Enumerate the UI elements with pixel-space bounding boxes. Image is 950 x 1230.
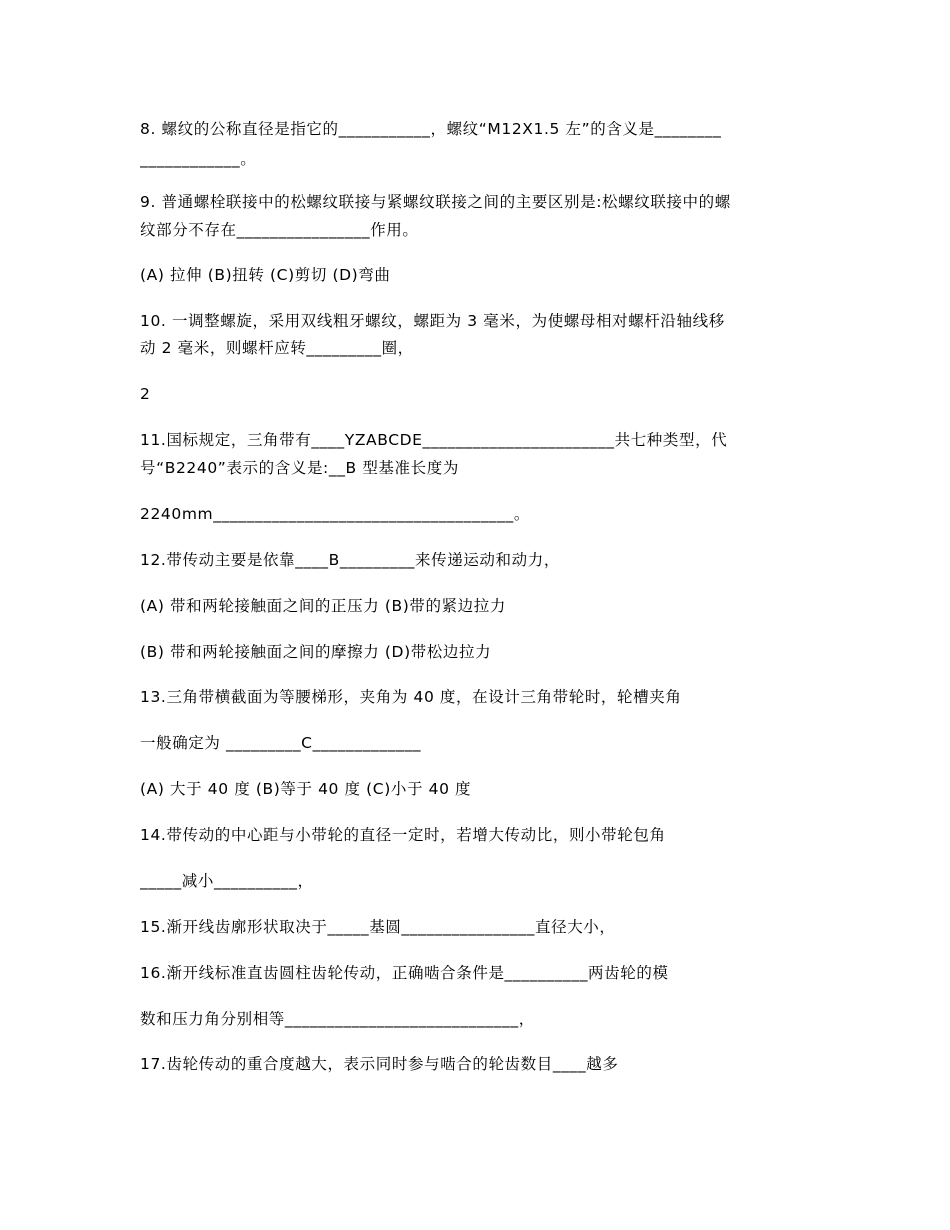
question-9-options: (A) 拉伸 (B)扭转 (C)剪切 (D)弯曲 bbox=[140, 266, 391, 284]
question-9-line-2: 纹部分不存在________________作用。 bbox=[140, 221, 419, 239]
question-11-line-2: 号“B2240”表示的含义是:__B 型基准长度为 bbox=[140, 459, 459, 477]
question-12-options-2: (B) 带和两轮接触面之间的摩擦力 (D)带松边拉力 bbox=[140, 643, 492, 661]
question-8-line-1: 8. 螺纹的公称直径是指它的___________，螺纹“M12X1.5 左”的含义是________ bbox=[140, 120, 722, 138]
question-13-line-2: 一般确定为 _________C_____________ bbox=[140, 734, 422, 752]
question-16-line-2: 数和压力角分别相等____________________________， bbox=[140, 1010, 535, 1028]
question-9-line-1: 9. 普通螺栓联接中的松螺纹联接与紧螺纹联接之间的主要区别是:松螺纹联接中的螺 bbox=[140, 193, 731, 211]
question-10-line-1: 10. 一调整螺旋，采用双线粗牙螺纹，螺距为 3 毫米，为使螺母相对螺杆沿轴线移 bbox=[140, 312, 725, 330]
question-13-line-1: 13.三角带横截面为等腰梯形，夹角为 40 度，在设计三角带轮时，轮槽夹角 bbox=[140, 688, 682, 706]
question-11-line-1: 11.国标规定，三角带有____YZABCDE_______________________共七种类型，代 bbox=[140, 431, 728, 449]
question-14-line-2: _____减小__________， bbox=[140, 872, 314, 890]
question-13-options: (A) 大于 40 度 (B)等于 40 度 (C)小于 40 度 bbox=[140, 780, 472, 798]
question-16-line-1: 16.渐开线标准直齿圆柱齿轮传动，正确啮合条件是__________两齿轮的模 bbox=[140, 964, 669, 982]
question-8-line-2: ____________。 bbox=[140, 150, 257, 168]
question-14-line-1: 14.带传动的中心距与小带轮的直径一定时，若增大传动比，则小带轮包角 bbox=[140, 826, 666, 844]
question-15-line: 15.渐开线齿廓形状取决于_____基圆________________直径大小， bbox=[140, 918, 616, 936]
question-10-line-2: 动 2 毫米，则螺杆应转_________圈， bbox=[140, 339, 414, 357]
question-12-line-1: 12.带传动主要是依靠____B_________来传递运动和动力， bbox=[140, 551, 560, 569]
question-10-answer: 2 bbox=[140, 385, 151, 403]
question-11-line-3: 2240mm____________________________________。 bbox=[140, 505, 530, 523]
question-17-line: 17.齿轮传动的重合度越大，表示同时参与啮合的轮齿数目____越多 bbox=[140, 1055, 619, 1073]
question-12-options-1: (A) 带和两轮接触面之间的正压力 (B)带的紧边拉力 bbox=[140, 597, 506, 615]
